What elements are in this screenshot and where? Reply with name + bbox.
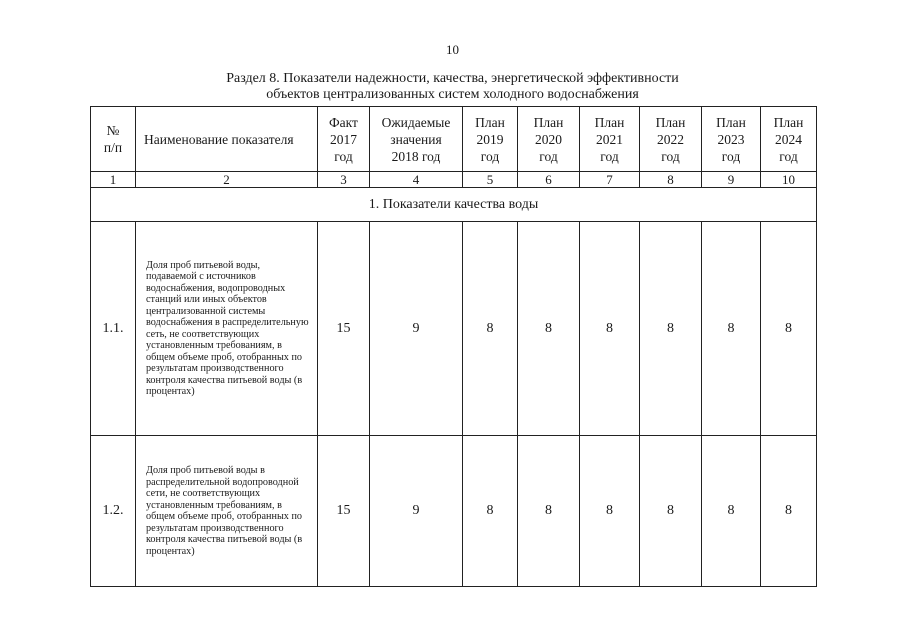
value-plan-2020: 8 <box>518 436 580 587</box>
value-plan-2019: 8 <box>463 436 518 587</box>
section-title-line1: Раздел 8. Показатели надежности, качества, энергетической эффективности <box>226 71 679 86</box>
column-number: 8 <box>640 172 702 188</box>
header-cell-plan-2024 <box>761 107 817 172</box>
column-number: 9 <box>702 172 761 188</box>
value-plan-2022: 8 <box>640 222 702 436</box>
column-number: 1 <box>91 172 136 188</box>
header-text: План <box>773 114 804 130</box>
header-text: 2018 год <box>391 148 441 164</box>
value-plan-2023: 8 <box>702 222 761 436</box>
header-text: 2024 <box>775 131 802 147</box>
header-row <box>91 107 817 172</box>
value-plan-2020: 8 <box>518 222 580 436</box>
header-text: План <box>475 114 505 130</box>
header-text: 2022 <box>657 131 684 147</box>
header-text: № <box>106 123 120 138</box>
value-plan-2022: 8 <box>640 436 702 587</box>
header-text: год <box>600 148 619 164</box>
header-cell-expected-2018 <box>370 107 463 172</box>
header-text: год <box>661 148 680 164</box>
section-heading-row <box>91 188 817 222</box>
header-text: 2023 <box>717 131 745 147</box>
header-text: 2019 <box>476 131 504 147</box>
value-plan-2021: 8 <box>580 222 640 436</box>
column-number-row <box>91 172 817 188</box>
header-cell-plan-2023 <box>702 107 761 172</box>
section-heading: 1. Показатели качества воды <box>91 188 817 222</box>
section-title-line2: объектов централизованных систем холодного водоснабжения <box>266 87 639 102</box>
header-text: год <box>480 148 500 164</box>
value-plan-2021: 8 <box>580 436 640 587</box>
header-text: год <box>779 148 798 164</box>
column-number: 10 <box>761 172 817 188</box>
header-text: Факт <box>329 114 358 130</box>
header-text: значения <box>390 131 442 147</box>
row-number: 1.1. <box>91 222 136 436</box>
header-cell-plan-2022 <box>640 107 702 172</box>
header-text: Ожидаемые <box>381 114 451 130</box>
indicator-name: Доля проб питьевой воды, подаваемой с источников водоснабжения, водопроводных станций или иных объектов централизованной системы водоснабжения в распределительную сеть, не соответствующих установленным требованиям, в общем объеме проб, отобранных по результатам производственного контроля качества питьевой воды (в процентах) <box>136 222 318 436</box>
value-fact-2017: 15 <box>318 222 370 436</box>
header-text: 2017 <box>330 131 357 147</box>
column-number: 6 <box>518 172 580 188</box>
header-cell-name <box>136 107 318 172</box>
header-cell-plan-2021 <box>580 107 640 172</box>
column-number: 4 <box>370 172 463 188</box>
header-text: План <box>655 114 686 130</box>
row-number: 1.2. <box>91 436 136 587</box>
header-cell-plan-2019 <box>463 107 518 172</box>
header-text: Наименование показателя <box>144 131 294 147</box>
column-number: 7 <box>580 172 640 188</box>
header-text: План <box>594 114 625 130</box>
indicator-name: Доля проб питьевой воды в распределительной водопроводной сети, не соответствующих установленным требованиям, в общем объеме проб, отобранных по результатам производственного контроля качества питьевой воды (в процентах) <box>136 436 318 587</box>
header-text: План <box>533 114 564 130</box>
header-text: год <box>721 148 741 164</box>
header-text: год <box>539 148 558 164</box>
header-text: год <box>334 148 353 164</box>
table-row <box>91 222 817 436</box>
table-row <box>91 436 817 587</box>
value-fact-2017: 15 <box>318 436 370 587</box>
indicators-table <box>90 106 817 587</box>
value-plan-2023: 8 <box>702 436 761 587</box>
value-expected-2018: 9 <box>370 436 463 587</box>
column-number: 3 <box>318 172 370 188</box>
header-text: 2021 <box>596 131 623 147</box>
header-cell-fact-2017 <box>318 107 370 172</box>
value-plan-2019: 8 <box>463 222 518 436</box>
value-expected-2018: 9 <box>370 222 463 436</box>
page-number: 10 <box>446 42 459 57</box>
header-cell-num <box>91 107 136 172</box>
header-cell-plan-2020 <box>518 107 580 172</box>
section-title <box>0 71 905 103</box>
column-number: 2 <box>136 172 318 188</box>
value-plan-2024: 8 <box>761 436 817 587</box>
header-text: План <box>716 114 746 130</box>
header-text: п/п <box>103 140 123 155</box>
column-number: 5 <box>463 172 518 188</box>
value-plan-2024: 8 <box>761 222 817 436</box>
header-text: 2020 <box>535 131 562 147</box>
